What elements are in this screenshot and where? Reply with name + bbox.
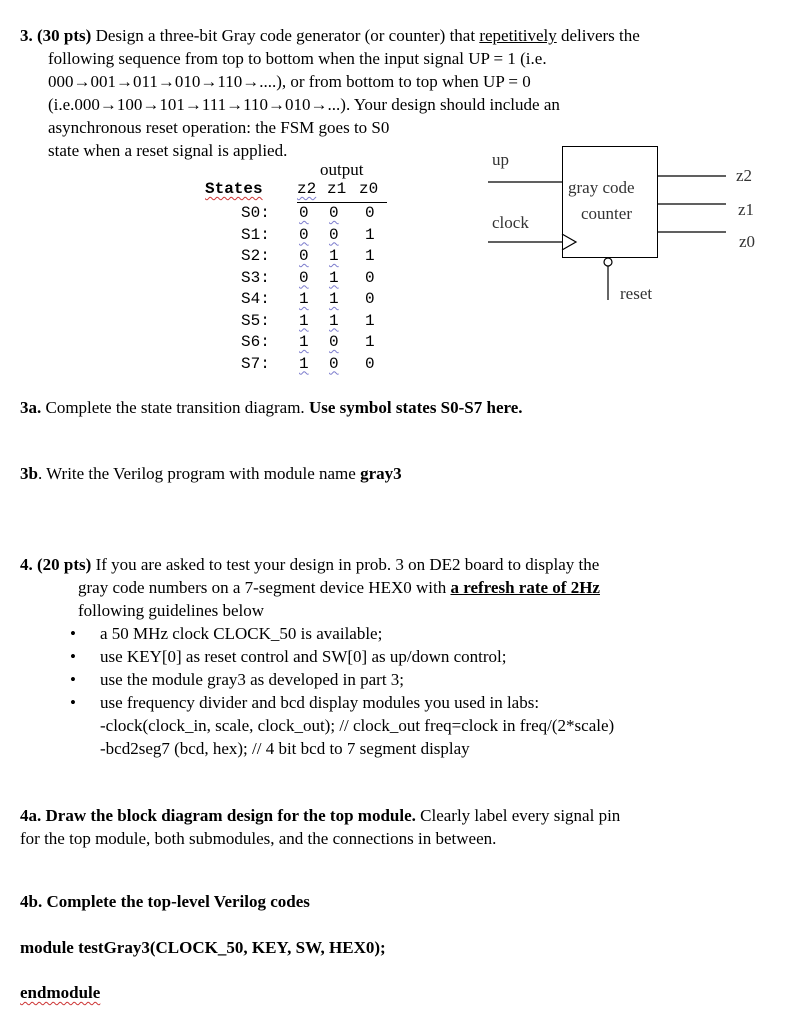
cell-z1: 0 <box>329 225 339 244</box>
cell-z2: 1 <box>299 354 309 373</box>
clock-module-signature: -clock(clock_in, scale, clock_out); // clock_out freq=clock in freq/(2*scale) <box>100 716 615 735</box>
problem-3-line-2: following sequence from top to bottom when the input signal UP = 1 (i.e. <box>48 49 547 68</box>
bcd-module-signature: -bcd2seg7 (bcd, hex); // 4 bit bcd to 7 segment display <box>100 739 470 758</box>
bullet-dot-icon: • <box>70 670 76 689</box>
bullet-dot-icon: • <box>70 624 76 643</box>
problem-3-text: 3. (30 pts) Design a three-bit Gray code generator (or counter) that repetitively delivers the following sequence from top to bottom when the input signal UP = 1 (i.e. 000→001→011→010→110→....), or from bottom to top when UP = 0 (i.e.000→100→101→111→110→010→...). Your design should include an asynchronous reset operation: the FSM goes to S0 state when a reset signal is applied. <box>20 24 720 162</box>
states-header: States <box>205 180 263 198</box>
cell-z1: 1 <box>329 247 339 265</box>
problem-3-line-5: asynchronous reset operation: the FSM goes to S0 <box>48 118 390 137</box>
cell-z2: 0 <box>299 268 309 287</box>
cell-z1: 1 <box>329 268 339 287</box>
cell-state: S3: <box>241 268 270 287</box>
reset-bubble <box>604 258 612 266</box>
cell-z2: 0 <box>299 225 309 244</box>
cell-z0: 0 <box>365 290 375 308</box>
z0-label: z0 <box>739 232 756 251</box>
cell-z0: 0 <box>365 204 375 222</box>
question-3b: 3b. Write the Verilog program with module name gray3 <box>20 464 402 483</box>
refresh-rate-text: a refresh rate of 2Hz <box>450 578 600 597</box>
cell-z0: 1 <box>365 311 375 330</box>
box-label-line-1: gray code <box>568 178 635 197</box>
problem-3-line-4: (i.e.000→100→101→111→110→010→...). Your design should include an <box>48 95 560 114</box>
box-label-line-2: counter <box>581 204 632 223</box>
cell-z2: 1 <box>299 311 309 330</box>
module-declaration: module testGray3(CLOCK_50, KEY, SW, HEX0); <box>20 938 386 957</box>
cell-z1: 1 <box>329 311 339 330</box>
header-rule <box>297 202 387 203</box>
cell-state: S0: <box>241 204 270 222</box>
endmodule-keyword: endmodule <box>20 983 101 1002</box>
up-label: up <box>492 150 509 169</box>
question-4b: 4b. Complete the top-level Verilog codes <box>20 892 310 911</box>
cell-z2: 0 <box>299 204 309 222</box>
clock-label: clock <box>492 213 529 232</box>
repetitively-word: repetitively <box>479 26 557 45</box>
problem-4-line-3: following guidelines below <box>78 601 265 620</box>
cell-z0: 1 <box>365 225 375 244</box>
problem-3-number: 3. (30 pts) <box>20 26 92 45</box>
cell-z2: 1 <box>299 290 309 308</box>
z1-label: z1 <box>738 200 755 219</box>
problem-4-text: 4. (20 pts) If you are asked to test your design in prob. 3 on DE2 board to display the gray code numbers on a 7-segment device HEX0 with a refresh rate of 2Hz following guidelines below <box>20 553 720 622</box>
cell-state: S4: <box>241 290 270 308</box>
cell-z2: 0 <box>299 247 309 265</box>
problem-4-number: 4. (20 pts) <box>20 555 92 574</box>
z2-label: z2 <box>736 166 753 185</box>
cell-state: S2: <box>241 247 270 265</box>
col-header-z2: z2 <box>297 180 317 198</box>
cell-state: S6: <box>241 333 270 351</box>
col-header-z0: z0 <box>359 180 379 198</box>
problem-4-line-2: gray code numbers on a 7-segment device HEX0 with a refresh rate of 2Hz <box>78 578 600 597</box>
problem-3-line-3: 000→001→011→010→110→....), or from bottom to top when UP = 0 <box>48 72 531 91</box>
bullet-dot-icon: • <box>70 693 76 712</box>
cell-z0: 1 <box>365 333 375 351</box>
gray-code-counter-box <box>562 146 658 258</box>
cell-state: S1: <box>241 225 270 244</box>
reset-label: reset <box>620 284 653 303</box>
cell-z1: 0 <box>329 354 339 373</box>
cell-z1: 0 <box>329 204 339 222</box>
bullet-dot-icon: • <box>70 647 76 666</box>
output-header: output <box>320 160 364 179</box>
cell-z1: 0 <box>329 333 339 351</box>
cell-state: S5: <box>241 311 270 330</box>
cell-z0: 0 <box>365 268 375 287</box>
cell-z0: 0 <box>365 354 375 373</box>
question-3a: 3a. Complete the state transition diagram. Use symbol states S0-S7 here. <box>20 398 523 417</box>
cell-z0: 1 <box>365 247 375 265</box>
cell-z1: 1 <box>329 290 339 308</box>
cell-state: S7: <box>241 354 270 373</box>
question-4a: 4a. Draw the block diagram design for the top module. Clearly label every signal pin for the top module, both submodules, and the connections in between. <box>20 806 621 848</box>
col-header-z1: z1 <box>327 180 347 198</box>
problem-3-line-6: state when a reset signal is applied. <box>48 141 288 160</box>
cell-z2: 1 <box>299 333 309 351</box>
